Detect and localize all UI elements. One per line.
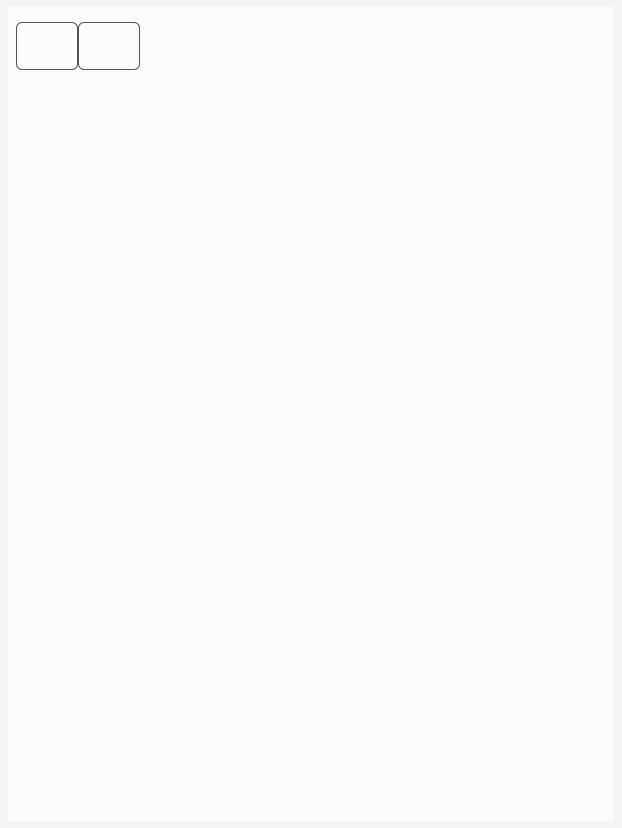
menu-sheet: [8, 6, 614, 822]
dine-in-checkbox[interactable]: [78, 22, 140, 70]
takeout-checkbox[interactable]: [16, 22, 78, 70]
